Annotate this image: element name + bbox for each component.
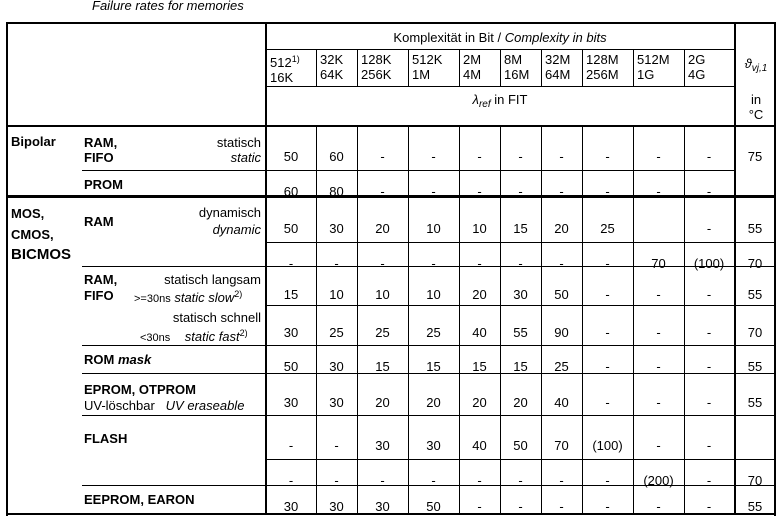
table-cell: 20 [472,287,487,302]
table-cell: 10 [375,287,390,302]
table-cell: 10 [426,287,441,302]
frame-left [6,22,8,516]
table-cell: 30 [329,221,344,236]
table-cell: - [706,438,712,453]
table-cell: 20 [426,395,441,410]
row-sep-right1 [734,242,775,243]
table-cell: - [706,325,712,340]
table-cell: - [380,149,385,164]
label-fifo-sram: FIFO [84,288,114,303]
row-sep-right2 [734,459,775,460]
table-cell: - [477,473,482,488]
table-cell: 40 [472,325,487,340]
table-cell: - [706,287,712,302]
col-line [316,49,317,86]
label-ram-mos: RAM [84,214,114,229]
table-cell: - [559,473,564,488]
label-dynamisch: dynamisch [198,205,261,220]
table-cell: 25 [554,359,569,374]
table-cell: - [656,287,661,302]
table-cell: 30 [513,287,528,302]
table-cell: - [477,184,482,199]
theta-unit: °C [748,107,764,122]
table-cell: 20 [375,395,390,410]
table-cell: - [706,359,712,374]
table-cell: - [518,149,523,164]
table-cell: - [431,184,436,199]
table-cell: 50 [554,287,569,302]
table-cell: 25 [329,325,344,340]
header-rule-2 [265,86,735,87]
column-header: 32M 64M [545,52,571,82]
column-header: 512$^{1)}$ 16K [270,54,300,85]
table-cell: - [431,473,436,488]
table-cell: 30 [375,438,390,453]
table-cell: - [334,473,339,488]
table-cell: 30 [283,395,299,410]
table-cell: 30 [283,325,299,340]
table-cell: - [605,325,610,340]
label-statisch-schnell: statisch schnell [172,310,261,325]
table-cell: - [605,184,610,199]
table-cell: 15 [513,359,528,374]
table-cell: 20 [375,221,390,236]
table-cell: 20 [513,395,528,410]
label-flash: FLASH [84,431,128,446]
table-cell: - [605,287,610,302]
table-cell: 55 [747,395,763,410]
label-fifo-bipolar: FIFO [84,150,114,165]
table-cell: - [431,149,436,164]
table-cell: - [380,473,385,488]
table-cell: 15 [283,287,299,302]
header-bottom-rule [6,125,775,127]
table-cell: - [477,256,482,271]
table-cell: - [656,499,661,514]
table-cell: - [288,256,294,271]
theta-in: in [750,92,762,107]
complexity-header: Komplexität in Bit / Complexity in bits [393,30,607,45]
table-cell: 10 [329,287,344,302]
table-cell: - [605,395,610,410]
column-header: 512K 1M [412,52,443,82]
table-cell: - [477,149,482,164]
table-cell: - [380,256,385,271]
table-cell: 15 [375,359,390,374]
table-cell: (100) [693,256,725,271]
label-eeprom: EEPROM, EARON [84,492,195,507]
table-cell: - [656,184,661,199]
table-cell: - [334,438,339,453]
table-cell: 75 [747,149,763,164]
label-slow: >=30ns static slow$^{2)}$ [134,289,243,305]
theta-header: $ϑ_{vj,1}$ [744,56,768,74]
table-cell: 80 [329,184,344,199]
table-cell: - [559,256,564,271]
table-cell: - [518,256,523,271]
table-cell: - [518,499,523,514]
table-cell: 25 [426,325,441,340]
table-cell: - [706,473,712,488]
table-cell: 20 [472,395,487,410]
table-cell: 70 [651,256,666,271]
table-cell: - [706,395,712,410]
col-line [459,49,460,86]
table-cell: - [605,359,610,374]
row-sep-slow [265,305,775,306]
table-cell: - [706,221,712,236]
table-cell: 50 [426,499,441,514]
table-cell: - [605,256,610,271]
group-cmos: CMOS, [11,227,54,242]
table-cell: 70 [747,256,763,271]
table-cell: - [706,499,712,514]
label-rom-mask: ROM mask [84,352,152,367]
table-cell: - [605,149,610,164]
label-statisch-langsam: statisch langsam [164,272,261,287]
table-caption: Failure rates for memories [92,0,244,13]
col-line [500,49,501,86]
table-cell: 15 [426,359,441,374]
table-cell: 55 [747,287,763,302]
table-cell: - [706,184,712,199]
table-cell: 55 [513,325,528,340]
table-cell: - [605,499,610,514]
table-cell: - [431,256,436,271]
table-cell: - [334,256,339,271]
table-cell: - [380,184,385,199]
table-cell: 60 [283,184,299,199]
col-line [684,49,685,86]
table-cell: 60 [329,149,344,164]
table-cell: 30 [329,499,344,514]
table-cell: - [656,395,661,410]
table-cell: 70 [747,473,763,488]
table-cell: 30 [426,438,441,453]
table-cell: 15 [513,221,528,236]
table-cell: - [288,438,294,453]
label-fast: <30ns static fast$^{2)}$ [140,328,248,344]
table-cell: 15 [472,359,487,374]
frame-top [6,22,775,24]
group-bipolar: Bipolar [11,134,56,149]
col-line [541,49,542,86]
table-cell: 50 [283,221,299,236]
table-cell: 20 [554,221,569,236]
table-cell: - [656,149,661,164]
column-header: 512M 1G [637,52,670,82]
table-cell: - [656,359,661,374]
col-line [408,49,409,86]
table-cell: 10 [472,221,487,236]
table-cell: 55 [747,499,763,514]
table-cell: 25 [375,325,390,340]
table-cell: - [656,325,661,340]
table-cell: 30 [329,359,344,374]
label-eprom: EPROM, OTPROM [84,382,196,397]
table-cell: - [605,473,610,488]
table-cell: 30 [375,499,390,514]
table-cell: - [559,184,564,199]
row-sep-eprom [82,415,775,416]
table-cell: - [706,149,712,164]
column-header: 2M 4M [463,52,482,82]
column-header: 2G 4G [688,52,706,82]
table-cell: 40 [554,395,569,410]
table-cell: 10 [426,221,441,236]
table-cell: 50 [283,359,299,374]
label-prom: PROM [84,177,123,192]
table-cell: (200) [643,473,674,488]
table-cell: 30 [329,395,344,410]
label-ram-sram: RAM, [84,272,118,287]
table-cell: - [518,473,523,488]
label-static: static [230,150,261,165]
table-cell: 55 [747,221,763,236]
group-bicmos: BICMOS [11,246,71,263]
col-line [582,49,583,86]
table-cell: - [288,473,294,488]
col-line [357,49,358,86]
table-cell: 25 [600,221,615,236]
label-statisch: statisch [216,135,261,150]
table-cell: 70 [554,438,569,453]
table-cell: - [477,499,482,514]
table-cell: 30 [283,499,299,514]
table-cell: 40 [472,438,487,453]
table-cell: - [518,184,523,199]
table-cell: 50 [283,149,299,164]
column-header: 128M 256M [586,52,619,82]
label-dynamic: dynamic [212,222,261,237]
column-header: 32K 64K [320,52,344,82]
table-cell: 55 [747,359,763,374]
column-header: 128K 256K [361,52,392,82]
col-line [633,49,634,86]
table-cell: 50 [513,438,528,453]
table-cell: 90 [554,325,569,340]
table-cell: - [656,438,661,453]
label-ram-bipolar: RAM, [84,135,118,150]
table-cell: - [559,149,564,164]
column-header: 8M 16M [504,52,530,82]
table-cell: (100) [592,438,623,453]
table-cell: - [559,499,564,514]
table-cell: 70 [747,325,763,340]
group-mos: MOS, [11,206,45,221]
lambda-ref-header: $\lambda_{ref}$ in FIT [472,92,528,110]
label-uv: UV-löschbar UV eraseable [84,398,245,413]
